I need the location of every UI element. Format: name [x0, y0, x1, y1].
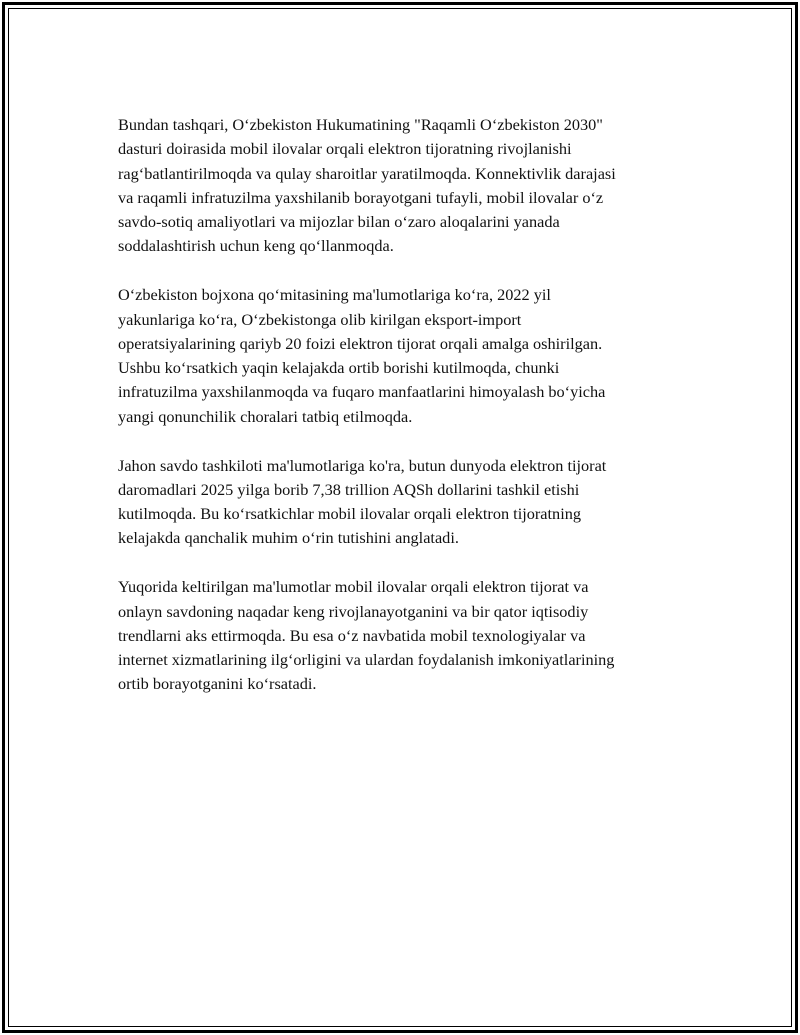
text-line: yangi qonunchilik choralari tatbiq etilmoqda. [118, 406, 413, 426]
text-line: daromadlari 2025 yilga borib 7,38 trillion AQSh dollarini tashkil etishi [118, 479, 580, 499]
paragraph-wto-forecast [118, 454, 688, 551]
text-line: infratuzilma yaxshilanmoqda va fuqaro manfaatlarini himoyalash bo‘yicha [118, 382, 606, 402]
text-line: O‘zbekiston bojxona qo‘mitasining ma'lumotlariga ko‘ra, 2022 yil [118, 285, 551, 305]
text-line: Ushbu ko‘rsatkich yaqin kelajakda ortib borishi kutilmoqda, chunki [118, 358, 560, 378]
text-line: trendlarni aks ettirmoqda. Bu esa o‘z navbatida mobil texnologiyalar va [118, 625, 586, 645]
text-line: soddalashtirish uchun keng qo‘llanmoqda. [118, 236, 394, 256]
text-line: rag‘batlantirilmoqda va qulay sharoitlar yaratilmoqda. Konnektivlik darajasi [118, 163, 616, 183]
paragraph-digital-uzbekistan [118, 113, 688, 259]
text-line: va raqamli infratuzilma yaxshilanib borayotgani tufayli, mobil ilovalar o‘z [118, 187, 604, 207]
paragraph-customs-statistics [118, 283, 688, 429]
text-line: onlayn savdoning naqadar keng rivojlanayotganini va bir qator iqtisodiy [118, 601, 589, 621]
text-line: operatsiyalarining qariyb 20 foizi elektron tijorat orqali amalga oshirilgan. [118, 333, 603, 353]
text-line: internet xizmatlarining ilg‘orligini va ulardan foydalanish imkoniyatlarining [118, 650, 615, 670]
text-line: yakunlariga ko‘ra, O‘zbekistonga olib kirilgan eksport-import [118, 309, 522, 329]
text-line: dasturi doirasida mobil ilovalar orqali elektron tijoratning rivojlanishi [118, 139, 572, 159]
text-line: Yuqorida keltirilgan ma'lumotlar mobil ilovalar orqali elektron tijorat va [118, 577, 589, 597]
paragraph-conclusion [118, 575, 688, 696]
text-line: kutilmoqda. Bu ko‘rsatkichlar mobil ilovalar orqali elektron tijoratning [118, 504, 582, 524]
text-line: kelajakda qanchalik muhim o‘rin tutishini anglatadi. [118, 528, 459, 548]
text-line: ortib borayotganini ko‘rsatadi. [118, 674, 317, 694]
text-line: Bundan tashqari, O‘zbekiston Hukumatining "Raqamli O‘zbekiston 2030" [118, 115, 603, 134]
document-body [118, 113, 688, 721]
text-line: Jahon savdo tashkiloti ma'lumotlariga ko'ra, butun dunyoda elektron tijorat [118, 455, 607, 475]
text-line: savdo-sotiq amaliyotlari va mijozlar bilan o‘zaro aloqalarini yanada [118, 212, 560, 232]
